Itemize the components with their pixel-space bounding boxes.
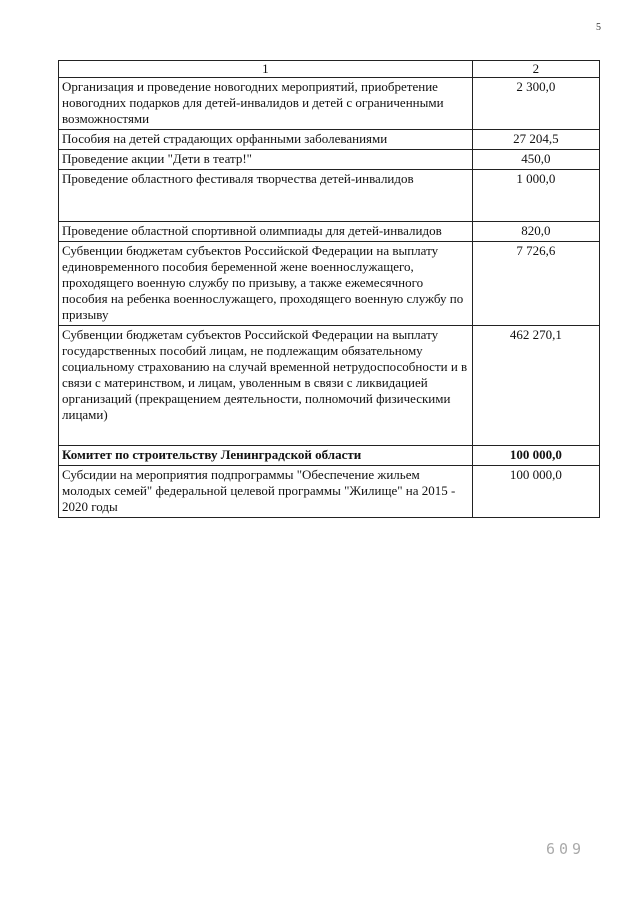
header-column-2: 2 bbox=[472, 61, 599, 78]
row-name: Проведение областной спортивной олимпиады для детей-инвалидов bbox=[59, 222, 473, 242]
budget-table bbox=[58, 60, 600, 518]
row-amount: 27 204,5 bbox=[472, 130, 599, 150]
row-amount: 1 000,0 bbox=[472, 170, 599, 222]
table-row bbox=[59, 326, 600, 446]
row-amount: 2 300,0 bbox=[472, 78, 599, 130]
table-row bbox=[59, 170, 600, 222]
row-amount: 100 000,0 bbox=[472, 466, 599, 518]
table-row bbox=[59, 222, 600, 242]
row-name: Субвенции бюджетам субъектов Российской Федерации на выплату единовременного пособия беременной жене военнослужащего, проходящего военную службу по призыву, а также ежемесячного пособия на ребенка военнослужащего, проходящего военную службу по призыву bbox=[59, 242, 473, 326]
row-amount: 462 270,1 bbox=[472, 326, 599, 446]
table-row-section bbox=[59, 446, 600, 466]
table-header-row bbox=[59, 61, 600, 78]
row-name: Организация и проведение новогодних мероприятий, приобретение новогодних подарков для детей-инвалидов и детей с ограниченными возможностями bbox=[59, 78, 473, 130]
row-name: Проведение областного фестиваля творчества детей-инвалидов bbox=[59, 170, 473, 222]
table-row bbox=[59, 466, 600, 518]
row-name: Проведение акции "Дети в театр!" bbox=[59, 150, 473, 170]
table-row bbox=[59, 242, 600, 326]
row-name: Субвенции бюджетам субъектов Российской Федерации на выплату государственных пособий лицам, не подлежащим обязательному социальному страхованию на случай временной нетрудоспособности и в связи с материнством, и лицам, уволенным в связи с ликвидацией организаций (прекращением деятельности, полномочий физическими лицами) bbox=[59, 326, 473, 446]
table-row bbox=[59, 78, 600, 130]
table-row bbox=[59, 130, 600, 150]
header-column-1: 1 bbox=[59, 61, 473, 78]
page-number: 5 bbox=[596, 22, 601, 33]
table-row bbox=[59, 150, 600, 170]
row-name: Пособия на детей страдающих орфанными заболеваниями bbox=[59, 130, 473, 150]
archive-stamp-number: 609 bbox=[546, 840, 586, 858]
row-amount: 7 726,6 bbox=[472, 242, 599, 326]
row-amount: 450,0 bbox=[472, 150, 599, 170]
row-amount: 820,0 bbox=[472, 222, 599, 242]
row-name: Субсидии на мероприятия подпрограммы "Обеспечение жильем молодых семей" федеральной целевой программы "Жилище" на 2015 - 2020 годы bbox=[59, 466, 473, 518]
section-amount: 100 000,0 bbox=[472, 446, 599, 466]
section-name: Комитет по строительству Ленинградской области bbox=[59, 446, 473, 466]
